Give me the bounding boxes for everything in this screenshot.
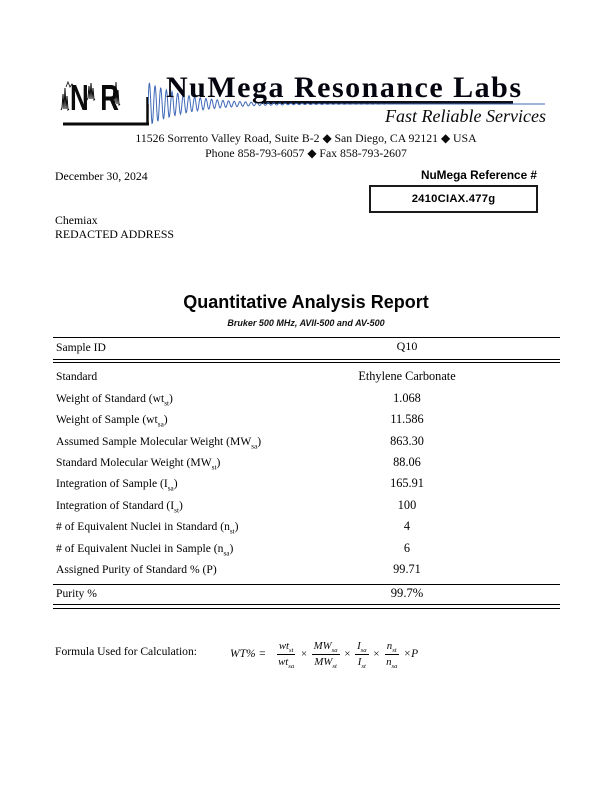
multiply-operator: × [372, 648, 381, 660]
row-label: Integration of Sample $(I_{sa})$ [56, 477, 178, 493]
table-row [53, 368, 560, 389]
row-value: 11.586 [390, 412, 424, 427]
row-label: Integration of Standard $(I_{st})$ [56, 498, 183, 515]
reference-number-box [369, 185, 538, 213]
brand-name: NuMega Resonance Labs [166, 71, 523, 104]
formula-fraction-nuclei: $\frac{n_{st}}{n_{sa}}$ [386, 640, 398, 671]
table-row [53, 475, 560, 496]
table-header-row [53, 338, 560, 359]
table-body [53, 363, 560, 584]
row-label: Assigned Purity of Standard % (P) [56, 562, 217, 576]
row-value: 165.91 [390, 476, 424, 491]
row-value: 100 [397, 497, 417, 512]
row-label: Weight of Standard $(wt_{st})$ [56, 391, 173, 408]
row-label: Weight of Sample $(wt_{sa})$ [56, 413, 168, 429]
row-value: 6 [403, 540, 411, 555]
table-row [53, 433, 560, 454]
formula-label: Formula Used for Calculation: [55, 645, 197, 658]
formula-fraction-mw: $\frac{MW_{sa}}{MW_{st}}$ [313, 640, 338, 671]
table-bottom-rule [53, 604, 560, 609]
table-result-row [53, 585, 560, 604]
table-row [53, 561, 560, 582]
formula-equation [230, 631, 418, 677]
client-address: REDACTED ADDRESS [55, 227, 174, 241]
client-name: Chemiax [55, 213, 98, 227]
row-label: Standard Molecular Weight $(MW_{st})$ [56, 455, 221, 472]
formula-fraction-wt: $\frac{wt_{st}}{wt_{sa}}$ [278, 640, 295, 671]
table-row [53, 497, 560, 518]
table-row [53, 454, 560, 475]
company-phone-fax: Phone 858-793-6057 ◆ Fax 858-793-2607 [205, 146, 407, 160]
multiply-operator: × [343, 648, 352, 660]
row-value: 863.30 [390, 433, 424, 448]
row-value: 99.71 [393, 561, 421, 576]
reference-label: NuMega Reference # [420, 168, 537, 182]
company-address: 11526 Sorrento Valley Road, Suite B-2 ◆ San Diego, CA 92121 ◆ USA [135, 131, 477, 145]
reference-number: 2410CIAX.477g [411, 193, 496, 205]
logo-initials: N R [70, 77, 122, 118]
brand-tagline: Fast Reliable Services [385, 106, 546, 126]
row-value: 4 [403, 519, 411, 534]
formula-fraction-integration: $\frac{I_{sa}}{I_{st}}$ [357, 640, 367, 671]
result-row-value: 99.7% [390, 586, 424, 601]
analysis-table [53, 337, 560, 609]
formula-trailing-term: ×P [403, 648, 419, 660]
row-label: # of Equivalent Nuclei in Sample $(n_{sa})$ [56, 541, 234, 557]
report-date: December 30, 2024 [55, 169, 148, 183]
result-row-label: Purity % [56, 587, 97, 601]
multiply-operator: × [300, 648, 308, 660]
row-label: Assumed Sample Molecular Weight $(MW_{sa})$ [56, 434, 262, 450]
table-row [53, 390, 560, 411]
table-row [53, 540, 560, 561]
table-row [53, 518, 560, 539]
row-label: Standard [56, 370, 98, 384]
row-value: 88.06 [393, 454, 421, 469]
table-row [53, 411, 560, 432]
row-value: 1.068 [393, 390, 421, 405]
header-row-value: Q10 [396, 339, 418, 353]
formula-lhs: WT% = [230, 648, 270, 660]
row-label: # of Equivalent Nuclei in Standard $(n_{st})$ [56, 520, 239, 536]
row-value: Ethylene Carbonate [358, 369, 456, 384]
report-subtitle: Bruker 500 MHz, AVII-500 and AV-500 [227, 318, 385, 328]
report-title: Quantitative Analysis Report [183, 292, 429, 312]
header-row-label: Sample ID [56, 341, 106, 354]
